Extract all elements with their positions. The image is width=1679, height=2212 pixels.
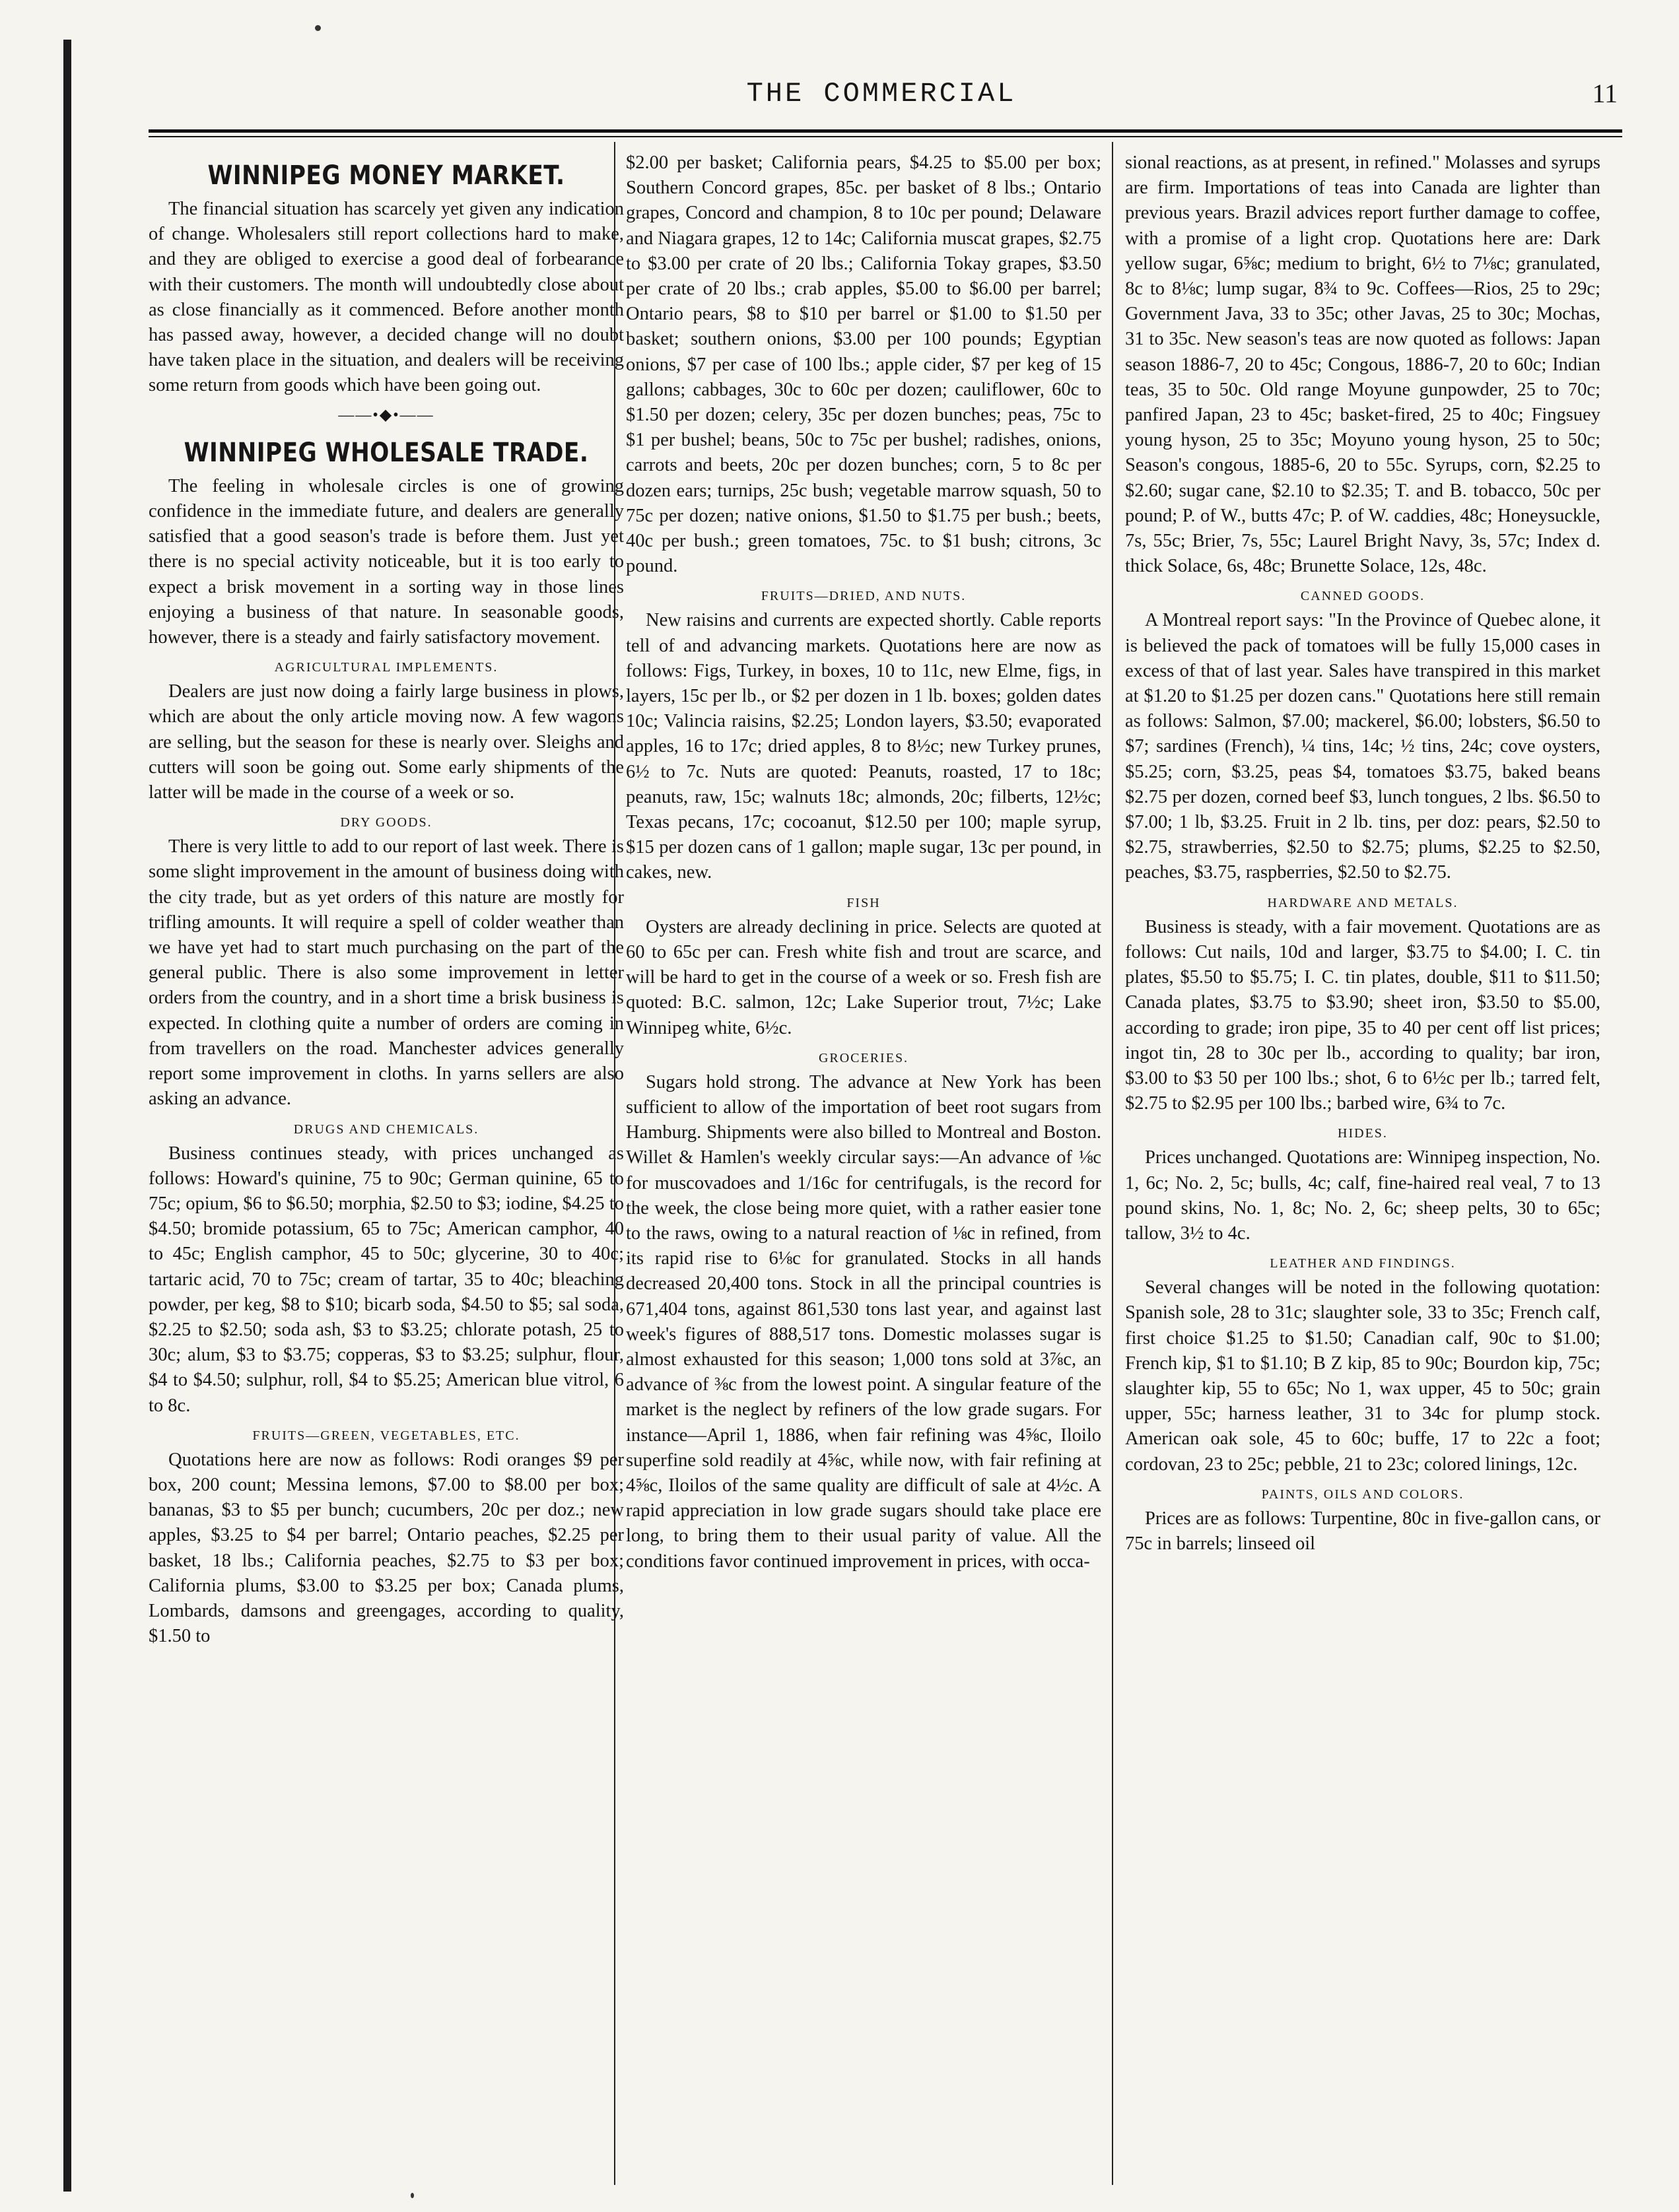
paragraph: The financial situation has scarcely yet given any indication of change. Wholesalers still report collections hard to make, and they are obliged to exercise a good deal of forbearance with their customers. The month will undoubtedly close about as close financially as it commenced. Before another month has passed away, however, a decided change will no doubt have taken place in the situation, and dealers will be receiving some return from goods which have been going out. [149,199,624,396]
paragraph: Sugars hold strong. The advance at New York has been sufficient to allow of the importation of beet root sugars from Hamburg. Shipments were also billed to Montreal and Boston. Willet & Hamlen's weekly circular says:—An advance of ⅛c for muscovadoes and 1/16c for centrifugals, is the record for the week, the close being more quiet, with a rather easier tone to the raws, owing to a natural reaction of ⅛c in refined, from its rapid rise to 6⅛c for granulated. Stocks in all hands decreased 20,400 tons. Stock in all the principal countries is 671,404 tons, against 861,530 tons last year, and against last week's figures of 888,517 tons. Domestic molasses sugar is almost exhausted for this season; 1,000 tons sold at 3⅞c, an advance of ⅜c from the lowest point. A singular feature of the market is the neglect by refiners of the low grade sugars. For instance—April 1, 1886, when fair refining was 4⅝c, Iloilo superfine sold readily at 4⅝c, while now, with fair refining at 4⅝c, Iloilos of the same quality are difficult of sale at 4½c. A rapid appreciation in low grade sugars should take place ere long, to bring them to their usual parity of value. All the conditions favor continued improvement in prices, with occa- [626,1071,1101,1572]
section-ornament: ——•◆•—— [338,406,434,424]
paragraph: Prices are as follows: Turpentine, 80c in five-gallon cans, or 75c in barrels; linseed oil [1125,1508,1600,1554]
paragraph: There is very little to add to our report of last week. There is some slight improvement in the amount of business doing with the city trade, but as yet orders of this nature are mostly for trifling amounts. It will require a spell of colder weather than we have yet had to start much purchasing on the part of the general public. There is also some improvement in letter orders from the country, and in a short time a brisk business is expected. In clothing quite a number of orders are coming in from travellers on the road. Manchester advices generally report some improvement in cloths. In yarns sellers are also asking an advance. [149,836,624,1110]
page-header [145,78,1618,117]
subheading-hides: HIDES. [1338,1126,1388,1141]
subheading-leather: LEATHER AND FINDINGS. [1270,1256,1456,1271]
paragraph: Oysters are already declining in price. Selects are quoted at 60 to 65c per can. Fresh white fish and trout are scarce, and will be hard to get in the course of a week or so. Fresh fish are quoted: B.C. salmon, 12c; Lake Superior trout, 7½c; Lake Winnipeg white, 6½c. [626,916,1101,1038]
paragraph: The feeling in wholesale circles is one of growing confidence in the immediate future, and dealers are generally satisfied that a good season's trade is before them. Just yet there is no special activity noticeable, but it is too early to expect a brisk movement in a sorting way in those lines enjoying a business of that nature. In seasonable goods, however, there is a steady and fairly satisfactory movement. [149,475,624,648]
paragraph: sional reactions, as at present, in refined." Molasses and syrups are firm. Importations of teas into Canada are lighter than previous years. Brazil advices report further damage to coffee, with a promise of a light crop. Quotations here are: Dark yellow sugar, 6⅝c; medium to bright, 6½ to 7⅛c; granulated, 8c to 8⅛c; lump sugar, 8¾ to 9c. Coffees—Rios, 25 to 29c; Government Java, 33 to 35c; other Javas, 25 to 30c; Mochas, 31 to 35c. New season's teas are now quoted as follows: Japan season 1886-7, 20 to 45c; Congous, 1886-7, 20 to 60c; Indian teas, 35 to 50c. Old range Moyune gunpowder, 25 to 70c; panfired Japan, 23 to 45c; basket-fired, 25 to 40c; Fingsuey young hyson, 25 to 35c; Moyuno young hyson, 25 to 50c; Season's congous, 1885-6, 20 to 55c. Syrups, corn, $2.25 to $2.60; sugar cane, $2.10 to $2.35; T. and B. tobacco, 50c per pound; P. of W., butts 47c; P. of W. caddies, 48c; Honeysuckle, 7s, 55c; Brier, 7s, 55c; Laurel Bright Navy, 3s, 57c; Index d. thick Solace, 6s, 48c; Brunette Solace, 12s, 48c. [1125,152,1600,577]
section-heading-money-market: WINNIPEG MONEY MARKET. [207,160,565,191]
paragraph: Prices unchanged. Quotations are: Winnipeg inspection, No. 1, 6c; No. 2, 5c; bulls, 4c; calf, fine-haired real veal, 7 to 13 pound skins, No. 1, 8c; No. 2, 6c; sheep pelts, 30 to 65c; tallow, 3½ to 4c. [1125,1147,1600,1244]
subheading-agricultural: AGRICULTURAL IMPLEMENTS. [274,660,498,675]
page-edge-bar [63,40,71,2192]
subheading-fruits-dried: FRUITS—DRIED, AND NUTS. [761,589,967,604]
subheading-paints: PAINTS, OILS AND COLORS. [1261,1487,1464,1502]
ink-speck [315,25,321,31]
column-1 [149,151,624,2184]
publication-title: THE COMMERCIAL [746,78,1017,110]
subheading-fish: FISH [846,895,881,910]
subheading-fruits-green: FRUITS—GREEN, VEGETABLES, ETC. [252,1428,520,1443]
paragraph: Dealers are just now doing a fairly large business in plows, which are about the only article moving now. A few wagons are selling, but the season for these is nearly over. Sleighs and cutters will soon be going out. Some early shipments of the latter will be made in the course of a week or so. [149,681,624,803]
column-divider [1112,142,1113,2185]
paragraph: $2.00 per basket; California pears, $4.25 to $5.00 per box; Southern Concord grapes, 85c. per basket of 8 lbs.; Ontario grapes, Concord and champion, 8 to 10c per pound; Delaware and Niagara grapes, 12 to 14c; California muscat grapes, $2.75 to $3.00 per crate of 20 lbs.; California Tokay grapes, $3.50 per crate of 20 lbs.; crab apples, $5.00 to $6.00 per barrel; Ontario pears, $8 to $10 per barrel or $1.00 to $1.50 per basket; southern onions, $3.00 per 100 pounds; Egyptian onions, $7 per case of 100 lbs.; apple cider, $7 per keg of 15 gallons; cabbages, 30c to 60c per dozen; cauliflower, 60c to $1.50 per dozen; celery, 35c per dozen bunches; peas, 75c to $1 per bushel; beans, 50c to 75c per bushel; radishes, onions, carrots and beets, 20c per dozen bunches; corn, 5 to 8c per dozen ears; turnips, 25c bush; vegetable marrow squash, 50 to 75c per dozen; native onions, $1.50 to $1.75 per bush.; beets, 40c per bush.; green tomatoes, 75c. to $1 bush; citrons, 3c pound. [626,152,1101,577]
subheading-canned-goods: CANNED GOODS. [1300,589,1425,604]
paragraph: Business continues steady, with prices unchanged as follows: Howard's quinine, 75 to 90c; German quinine, 65 to 75c; opium, $6 to $6.50; morphia, $2.50 to $3; iodine, $4.25 to $4.50; bromide potassium, 65 to 75c; American camphor, 40 to 45c; English camphor, 45 to 50c; glycerine, 30 to 40c; tartaric acid, 70 to 75c; cream of tartar, 35 to 40c; bleaching powder, per keg, $8 to $10; bicarb soda, $4.50 to $5; sal soda, $2.25 to $2.50; soda ash, $3 to $3.25; chlorate potash, 25 to 30c; alum, $3 to $3.75; copperas, $3 to $3.25; sulphur, flour, $4 to $4.50; sulphur, roll, $4 to $5.25; American blue vitrol, 6 to 8c. [149,1143,624,1416]
ink-speck [411,2193,414,2198]
header-rule-thin [149,136,1622,137]
column-2 [626,151,1101,2184]
page-number: 11 [1592,79,1618,108]
subheading-dry-goods: DRY GOODS. [340,815,432,830]
column-3 [1125,151,1600,2184]
paragraph: Quotations here are now as follows: Rodi oranges $9 per box, 200 count; Messina lemons, $7.00 to $8.00 per box; bananas, $3 to $5 per bunch; cucumbers, 20c per doz.; new apples, $3.25 to $4 per barrel; Ontario peaches, $2.25 per basket, 18 lbs.; California peaches, $2.75 to $3 per box; California plums, $3.00 to $3.25 per box; Canada plums, Lombards, damsons and greengages, according to quality, $1.50 to [149,1449,624,1647]
subheading-groceries: GROCERIES. [818,1050,909,1065]
paragraph: Business is steady, with a fair movement. Quotations are as follows: Cut nails, 10d and larger, $3.75 to $4.00; I. C. tin plates, $5.50 to $5.75; I. C. tin plates, double, $11 to $11.50; Canada plates, $3.75 to $3.90; sheet iron, $3.50 to $5.00, according to grade; iron pipe, 35 to 40 per cent off list prices; ingot tin, 28 to 30c per lb., according to quality; bar iron, $3.00 to $3 50 per 100 lbs.; shot, 6 to 6½c per lb.; tarred felt, $2.75 to $2.95 per 100 lbs.; barbed wire, 6¾ to 7c. [1125,916,1600,1114]
paragraph: New raisins and currents are expected shortly. Cable reports tell of and advancing markets. Quotations here are now as follows: Figs, Turkey, in boxes, 10 to 11c, new Elme, figs, in layers, 15c per lb., or $2 per dozen in 1 lb. boxes; golden dates 10c; Valincia raisins, $2.25; London layers, $3.50; evaporated apples, 16 to 17c; dried apples, 8 to 8½c; new Turkey prunes, 6½ to 7c. Nuts are quoted: Peanuts, roasted, 17 to 18c; peanuts, raw, 15c; walnuts 18c; almonds, 20c; filberts, 12½c; Texas pecans, 17c; cocoanut, $12.50 per 100; maple syrup, $15 per dozen cans of 1 gallon; maple sugar, 13c per pound, in cakes, new. [626,610,1101,883]
paragraph: Several changes will be noted in the following quotation: Spanish sole, 28 to 31c; slaughter sole, 33 to 35c; French calf, first choice $1.25 to $1.50; Canadian calf, 90c to $1.00; French kip, $1 to $1.10; B Z kip, 85 to 90c; Bourdon kip, 75c; slaughter kip, 55 to 65c; No 1, wax upper, 45 to 50c; grain upper, 55c; harness leather, 31 to 34c for plump stock. American oak sole, 45 to 60c; buffe, 17 to 22c a foot; cordovan, 23 to 25c; pebble, 21 to 23c; colored linings, 12c. [1125,1277,1600,1475]
subheading-hardware: HARDWARE AND METALS. [1267,895,1458,910]
section-heading-wholesale-trade: WINNIPEG WHOLESALE TRADE. [184,437,589,468]
subheading-drugs: DRUGS AND CHEMICALS. [293,1122,479,1137]
header-rule [149,129,1622,133]
paragraph: A Montreal report says: "In the Province of Quebec alone, it is believed the pack of tomatoes will be fully 15,000 cases in excess of that of last year. Sales have transpired in this market at $1.20 to $1.25 per dozen cans." Quotations here still remain as follows: Salmon, $7.00; mackerel, $6.00; lobsters, $6.50 to $7; sardines (French), ¼ tins, 14c; ½ tins, 24c; cove oysters, $5.25; corn, $3.25, peas $4, tomatoes $3.75, baked beans $2.75 per dozen, corned beef $3, lunch tongues, 2 lbs. $6.50 to $7.00; 1 lb, $3.25. Fruit in 2 lb. tins, per doz: pears, $2.50 to $2.75, strawberries, $2.50 to $2.75; plums, $2.25 to $2.50, peaches, $3.75, raspberries, $2.50 to $2.75. [1125,610,1600,883]
